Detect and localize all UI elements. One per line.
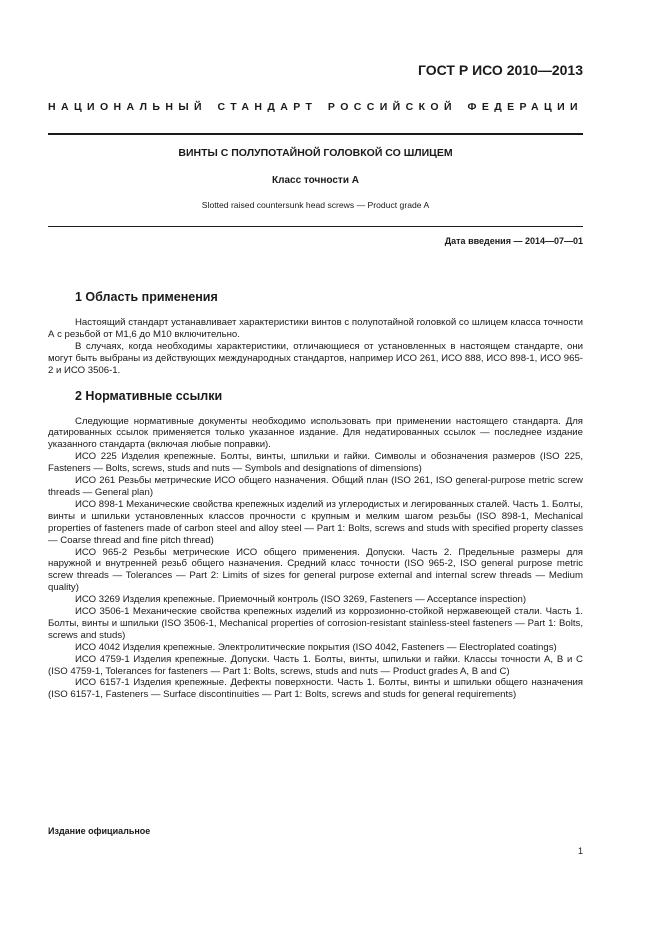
reference-item: ИСО 261 Резьбы метрические ИСО общего назначения. Общий план (ISO 261, ISO general-purpose metric screw threads — General plan) [48,475,583,498]
title-rule [48,226,583,227]
paragraph: В случаях, когда необходимы характеристики, отличающиеся от установленных в настоящем стандарте, они могут быть выбраны из действующих международных стандартов, например ИСО 261, ИСО 888, ИСО 898-1, ИСО 965-2 и ИСО 3506-1. [48,340,583,376]
english-title: Slotted raised countersunk head screws — Product grade A [201,200,430,210]
reference-item: ИСО 3269 Изделия крепежные. Приемочный контроль (ISO 3269, Fasteners — Acceptance inspection) [75,594,527,606]
reference-item: ИСО 6157-1 Изделия крепежные. Дефекты поверхности. Часть 1. Болты, винты и шпильки общего назначения (ISO 6157-1, Fasteners — Surface discontinuities — Part 1: Bolts, screws and studs for general requirements) [48,677,583,701]
reference-item: ИСО 898-1 Механические свойства крепежных изделий из углеродистых и легированных сталей. Часть 1. Болты, винты и шпильки установленных классов прочности с крупным и мелким шагом резьбы (ISO 898-1, Mechanical properties of fasteners made of carbon steel and alloy steel — Part 1: Bolts, screws and studs with specified property classes — Coarse thread and fine pitch thread) [48,498,583,546]
document-subtitle: Класс точности А [272,175,359,186]
document-title: ВИНТЫ С ПОЛУПОТАЙНОЙ ГОЛОВКОЙ СО ШЛИЦЕМ [178,147,453,159]
header-rule [48,133,583,135]
standard-code: ГОСТ Р ИСО 2010—2013 [418,62,583,78]
section-heading: 1 Область применения [75,290,218,304]
reference-item: ИСО 4759-1 Изделия крепежные. Допуски. Часть 1. Болты, винты, шпильки и гайки. Классы точности A, B и C (ISO 4759-1, Tolerances for fasteners — Part 1: Bolts, screws, studs and nuts — Product grades A, B and C) [48,653,583,677]
section-heading: 2 Нормативные ссылки [75,388,223,403]
national-standard-banner: НАЦИОНАЛЬНЫЙ СТАНДАРТ РОССИЙСКОЙ ФЕДЕРАЦИИ [48,101,583,113]
reference-item: ИСО 4042 Изделия крепежные. Электролитические покрытия (ISO 4042, Fasteners — Electroplated coatings) [75,641,557,653]
reference-item: ИСО 3506-1 Механические свойства крепежных изделий из коррозионно-стойкой нержавеющей стали. Часть 1. Болты, винты и шпильки (ISO 3506-1, Mechanical properties of corrosion-resistant stainless-steel fasteners — Part 1: Bolts, screws and studs) [48,606,583,641]
official-edition-label: Издание официальное [48,826,151,836]
document-body [48,290,583,701]
reference-item: ИСО 225 Изделия крепежные. Болты, винты, шпильки и гайки. Символы и обозначения размеров (ISO 225, Fasteners — Bolts, screws, studs and nuts — Symbols and designations of dimensions) [48,451,583,475]
reference-item: ИСО 965-2 Резьбы метрические ИСО общего применения. Допуски. Часть 2. Предельные размеры для наружной и внутренней резьб общего назначения. Средний класс точности (ISO 965-2, ISO general purpose metric screw threads — Tolerances — Part 2: Limits of sizes for general purpose external and internal screw threads — Medium quality) [48,546,583,594]
introduction-date: Дата введения — 2014—07—01 [444,236,583,246]
paragraph: Следующие нормативные документы необходимо использовать при применении настоящего стандарта. Для датированных ссылок применяется только указанное издание. Для недатированных ссылок — последнее издание указанного стандарта (включая любые поправки). [48,415,583,451]
page-number: 1 [577,846,583,856]
paragraph: Настоящий стандарт устанавливает характеристики винтов с полупотайной головкой со шлицем класса точности А с резьбой от М1,6 до М10 включительно. [48,317,583,340]
